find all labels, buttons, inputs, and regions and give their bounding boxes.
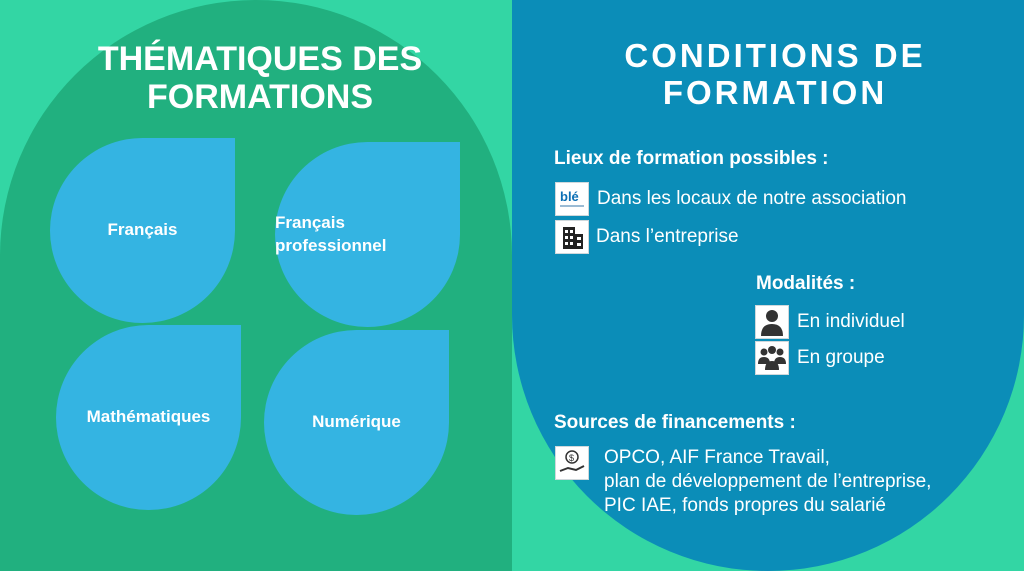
financement-list (604, 446, 931, 518)
financement-line: PIC IAE, fonds propres du salarié (604, 495, 886, 516)
right-heading: CONDITIONS DE FORMATION (624, 37, 926, 111)
topic-francais-professionnel (275, 142, 460, 327)
topic-numerique (264, 330, 449, 515)
left-heading: THÉMATIQUES DES FORMATIONS (97, 40, 423, 117)
financement-line: plan de développement de l’entreprise, (604, 471, 932, 492)
modalite-individuel: En individuel (797, 311, 905, 332)
lieu-entreprise: Dans l’entreprise (596, 226, 739, 247)
lieu-association: Dans les locaux de notre association (597, 188, 907, 209)
topic-francais (50, 138, 235, 323)
person-icon (755, 305, 789, 339)
modalites-title: Modalités : (756, 273, 856, 294)
modalite-groupe: En groupe (797, 347, 885, 368)
topic-label: Français professionnel (275, 213, 387, 255)
lieux-title: Lieux de formation possibles : (554, 148, 829, 169)
building-icon (555, 220, 589, 254)
money-hand-icon (555, 446, 589, 480)
topic-label: Numérique (312, 412, 401, 432)
ble-logo-icon (555, 182, 589, 216)
group-icon (755, 341, 789, 375)
financement-title: Sources de financements : (554, 412, 796, 433)
svg-text:$: $ (569, 453, 575, 463)
topic-label: Mathématiques (86, 407, 211, 427)
topic-mathematiques (56, 325, 241, 510)
topic-label: Français (107, 220, 178, 240)
ble-logo-text: blé (560, 189, 579, 204)
financement-line: OPCO, AIF France Travail, (604, 447, 830, 468)
